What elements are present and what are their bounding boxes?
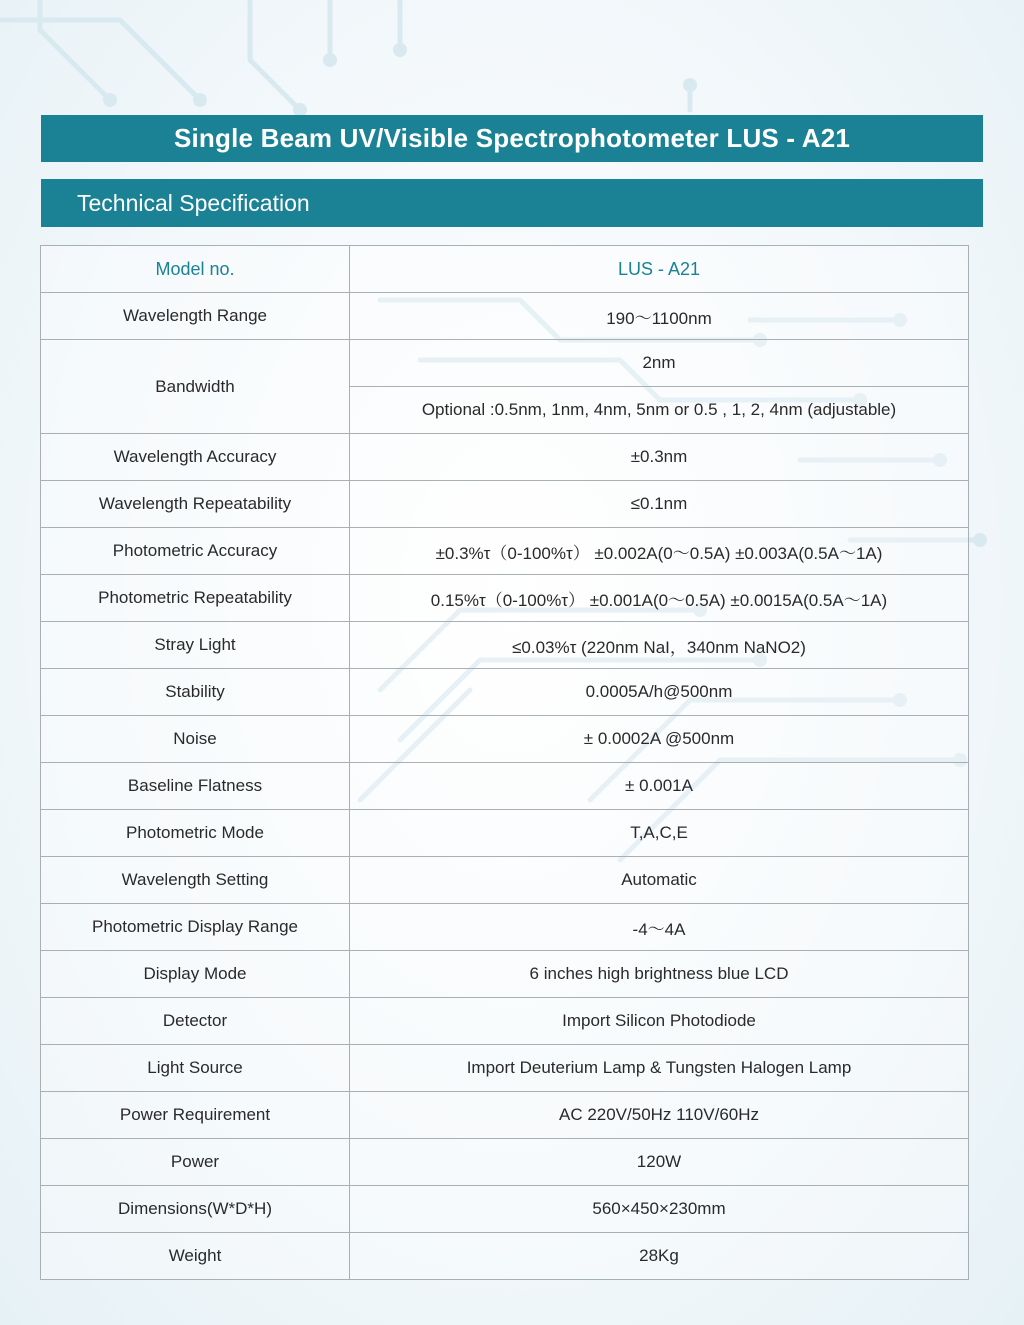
table-row xyxy=(41,1092,969,1139)
spec-value: ≤0.03%τ (220nm NaI，340nm NaNO2) xyxy=(350,622,969,669)
spec-label: Photometric Display Range xyxy=(41,904,350,951)
spec-label: Bandwidth xyxy=(41,340,350,434)
spec-value: 0.0005A/h@500nm xyxy=(350,669,969,716)
spec-value: 0.15%τ（0-100%τ） ±0.001A(0～0.5A) ±0.0015A(0.5A～1A) xyxy=(350,575,969,622)
spec-value: 190～1100nm xyxy=(350,293,969,340)
spec-label: Light Source xyxy=(41,1045,350,1092)
header-label: Model no. xyxy=(41,246,350,293)
table-row xyxy=(41,951,969,998)
table-row xyxy=(41,1233,969,1280)
spec-label: Wavelength Range xyxy=(41,293,350,340)
spec-label: Photometric Repeatability xyxy=(41,575,350,622)
spec-label: Detector xyxy=(41,998,350,1045)
table-row xyxy=(41,857,969,904)
table-row xyxy=(41,575,969,622)
spec-label: Photometric Accuracy xyxy=(41,528,350,575)
spec-value: 6 inches high brightness blue LCD xyxy=(350,951,969,998)
spec-label: Stray Light xyxy=(41,622,350,669)
table-row xyxy=(41,998,969,1045)
table-row xyxy=(41,528,969,575)
table-header-row xyxy=(41,246,969,293)
spec-label: Baseline Flatness xyxy=(41,763,350,810)
table-row xyxy=(41,340,969,387)
spec-value: 560×450×230mm xyxy=(350,1186,969,1233)
spec-value: Import Deuterium Lamp & Tungsten Halogen Lamp xyxy=(350,1045,969,1092)
spec-label: Weight xyxy=(41,1233,350,1280)
spec-value: AC 220V/50Hz 110V/60Hz xyxy=(350,1092,969,1139)
spec-value: Optional :0.5nm, 1nm, 4nm, 5nm or 0.5 , 1, 2, 4nm (adjustable) xyxy=(350,387,969,434)
spec-value: ± 0.0002A @500nm xyxy=(350,716,969,763)
table-row xyxy=(41,669,969,716)
spec-table xyxy=(40,245,969,1280)
spec-value: Import Silicon Photodiode xyxy=(350,998,969,1045)
spec-label: Wavelength Accuracy xyxy=(41,434,350,481)
spec-label: Wavelength Repeatability xyxy=(41,481,350,528)
table-row xyxy=(41,434,969,481)
table-row xyxy=(41,904,969,951)
spec-label: Dimensions(W*D*H) xyxy=(41,1186,350,1233)
spec-value: 2nm xyxy=(350,340,969,387)
table-row xyxy=(41,1139,969,1186)
spec-label: Stability xyxy=(41,669,350,716)
table-row xyxy=(41,1186,969,1233)
spec-value: ≤0.1nm xyxy=(350,481,969,528)
spec-value: 120W xyxy=(350,1139,969,1186)
spec-label: Wavelength Setting xyxy=(41,857,350,904)
table-row xyxy=(41,716,969,763)
spec-label: Noise xyxy=(41,716,350,763)
spec-value: T,A,C,E xyxy=(350,810,969,857)
spec-value: ±0.3%τ（0-100%τ） ±0.002A(0～0.5A) ±0.003A(0.5A～1A) xyxy=(350,528,969,575)
spec-value: 28Kg xyxy=(350,1233,969,1280)
spec-label: Power Requirement xyxy=(41,1092,350,1139)
table-row xyxy=(41,622,969,669)
spec-label: Power xyxy=(41,1139,350,1186)
spec-value: ±0.3nm xyxy=(350,434,969,481)
page-title: Single Beam UV/Visible Spectrophotometer LUS - A21 xyxy=(41,115,983,162)
spec-label: Photometric Mode xyxy=(41,810,350,857)
spec-value: Automatic xyxy=(350,857,969,904)
table-row xyxy=(41,763,969,810)
spec-value: -4～4A xyxy=(350,904,969,951)
table-row xyxy=(41,293,969,340)
table-row xyxy=(41,481,969,528)
spec-label: Display Mode xyxy=(41,951,350,998)
header-value: LUS - A21 xyxy=(350,246,969,293)
spec-value: ± 0.001A xyxy=(350,763,969,810)
table-row xyxy=(41,810,969,857)
section-heading: Technical Specification xyxy=(41,179,983,227)
table-row xyxy=(41,1045,969,1092)
